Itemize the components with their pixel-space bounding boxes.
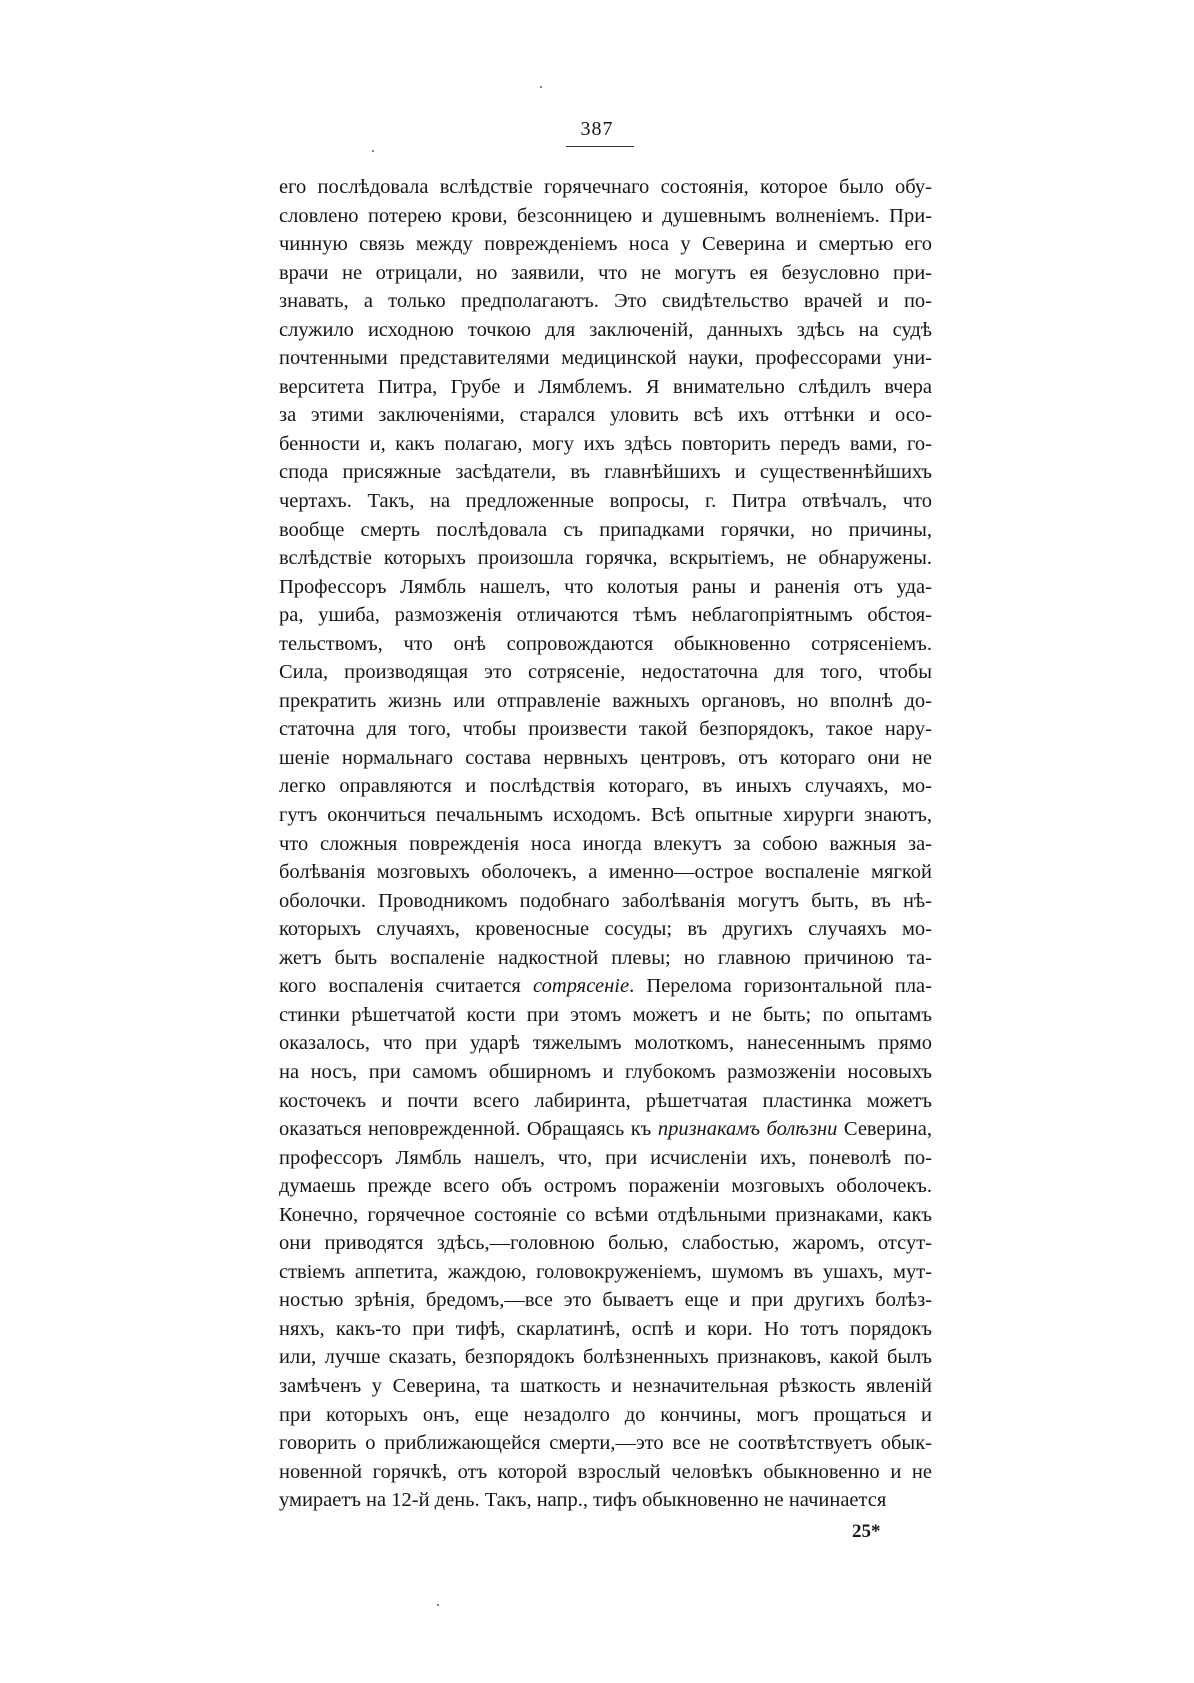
text-line: легко оправляются и послѣдствія котораго, въ иныхъ случаяхъ, мо- (279, 775, 932, 798)
text-line: вообще смерть послѣдовала съ припадками горячки, но причины, (279, 518, 932, 541)
text-line: служило исходною точкою для заключеній, данныхъ здѣсь на судѣ (279, 318, 932, 341)
text-segment: оказаться неповрежденной. Обращаясь къ (279, 1118, 658, 1141)
text-line: за этими заключеніями, старался уловить всѣ ихъ оттѣнки и осо- (279, 404, 932, 427)
text-line: умираетъ на 12-й день. Такъ, напр., тифъ обыкновенно не начинается (279, 1489, 887, 1512)
text-line: бенности и, какъ полагаю, могу ихъ здѣсь повторить передъ вами, го- (279, 432, 932, 455)
text-line: статочна для того, чтобы произвести такой безпорядокъ, такое нару- (279, 718, 932, 741)
text-line: замѣченъ у Северина, та шаткость и незначительная рѣзкость явленій (279, 1374, 932, 1397)
text-line: что сложныя поврежденія носа иногда влекутъ за собою важныя за- (279, 832, 932, 855)
text-line: вслѣдствіе которыхъ произошла горячка, вскрытіемъ, не обнаружены. (279, 547, 932, 570)
text-line: оболочки. Проводникомъ подобнаго заболѣванія могутъ быть, въ нѣ- (279, 889, 932, 912)
text-line: новенной горячкѣ, отъ которой взрослый человѣкъ обыкновенно и не (279, 1460, 932, 1483)
text-line: болѣванія мозговыхъ оболочекъ, а именно—острое воспаленіе мягкой (279, 861, 932, 884)
text-line: ра, ушиба, размозженія отличаются тѣмъ неблагопріятнымъ обстоя- (279, 604, 932, 627)
text-line: которыхъ случаяхъ, кровеносные сосуды; въ другихъ случаяхъ мо- (279, 918, 932, 941)
text-line: гутъ окончиться печальнымъ исходомъ. Всѣ опытные хирурги знаютъ, (279, 804, 932, 827)
page-number-rule (566, 146, 634, 147)
text-line: знавать, а только предполагаютъ. Это свидѣтельство врачей и по- (279, 290, 932, 313)
text-line: спода присяжные засѣдатели, въ главнѣйшихъ и существеннѣйшихъ (279, 461, 932, 484)
print-speck (437, 1604, 439, 1606)
text-line: Конечно, горячечное состояніе со всѣми отдѣльными признаками, какъ (279, 1203, 932, 1226)
text-line: на носъ, при самомъ обширномъ и глубокомъ размозженіи носовыхъ (279, 1060, 932, 1083)
italic-emphasis: признакамъ болѣзни (657, 1118, 838, 1141)
text-line: почтенными представителями медицинской науки, профессорами уни- (279, 347, 932, 370)
italic-emphasis: сотрясеніе (533, 975, 630, 998)
text-segment: . Перелома горизонтальной пла- (629, 975, 932, 998)
page-number: 387 (580, 118, 614, 140)
text-line: жетъ быть воспаленіе надкостной плевы; но главною причиною та- (279, 946, 932, 969)
text-line: Сила, производящая это сотрясеніе, недостаточна для того, чтобы (279, 661, 932, 684)
print-speck (540, 86, 542, 88)
text-line: чинную связь между поврежденіемъ носа у Северина и смертью его (279, 233, 932, 256)
text-segment: Северина, (837, 1118, 932, 1141)
text-line: няхъ, какъ-то при тифѣ, скарлатинѣ, оспѣ и кори. Но тотъ порядокъ (279, 1317, 932, 1340)
text-line: ностью зрѣнія, бредомъ,—все это бываетъ еще и при другихъ болѣз- (279, 1289, 932, 1312)
text-line: прекратить жизнь или отправленіе важныхъ органовъ, но вполнѣ до- (279, 689, 932, 712)
text-line: оказалось, что при ударѣ тяжелымъ молоткомъ, нанесеннымъ прямо (279, 1032, 932, 1055)
text-line: его послѣдовала вслѣдствіе горячечнаго состоянія, которое было обу- (279, 176, 932, 198)
text-line: говорить о приближающейся смерти,—это все не соотвѣтствуетъ обык- (279, 1432, 932, 1455)
text-line: шеніе нормальнаго состава нервныхъ центровъ, отъ котораго они не (279, 746, 932, 769)
text-line: они приводятся здѣсь,—головною болью, слабостью, жаромъ, отсут- (279, 1232, 932, 1255)
text-line: словлено потерею крови, безсонницею и душевнымъ волненіемъ. При- (279, 204, 932, 227)
body-text (279, 173, 932, 1515)
text-line: Профессоръ Лямбль нашелъ, что колотыя раны и раненія отъ уда- (279, 575, 932, 598)
text-line: чертахъ. Такъ, на предложенные вопросы, г. Питра отвѣчалъ, что (279, 490, 932, 513)
text-line: стинки рѣшетчатой кости при этомъ можетъ и не быть; по опытамъ (279, 1003, 932, 1026)
print-speck (372, 150, 374, 152)
text-line: профессоръ Лямбль нашелъ, что, при исчисленіи ихъ, поневолѣ по- (279, 1146, 932, 1169)
text-line: думаешь прежде всего объ остромъ пораженіи мозговыхъ оболочекъ. (279, 1175, 932, 1198)
text-line: врачи не отрицали, но заявили, что не могутъ ея безусловно при- (279, 261, 932, 284)
text-line: при которыхъ онъ, еще незадолго до кончины, могъ прощаться и (279, 1403, 932, 1426)
printer-signature-mark: 25* (852, 1521, 881, 1542)
text-line: тельствомъ, что онѣ сопровождаются обыкновенно сотрясеніемъ. (279, 632, 932, 655)
text-line: или, лучше сказать, безпорядокъ болѣзненныхъ признаковъ, какой былъ (279, 1346, 932, 1369)
text-line: ствіемъ аппетита, жаждою, головокруженіемъ, шумомъ въ ушахъ, мут- (279, 1260, 932, 1283)
text-line: косточекъ и почти всего лабиринта, рѣшетчатая пластинка можетъ (279, 1089, 932, 1112)
text-line (279, 972, 932, 1001)
text-line: верситета Питра, Грубе и Лямблемъ. Я внимательно слѣдилъ вчера (279, 375, 932, 398)
text-line (279, 1115, 932, 1144)
text-segment: кого воспаленія считается (279, 975, 534, 998)
